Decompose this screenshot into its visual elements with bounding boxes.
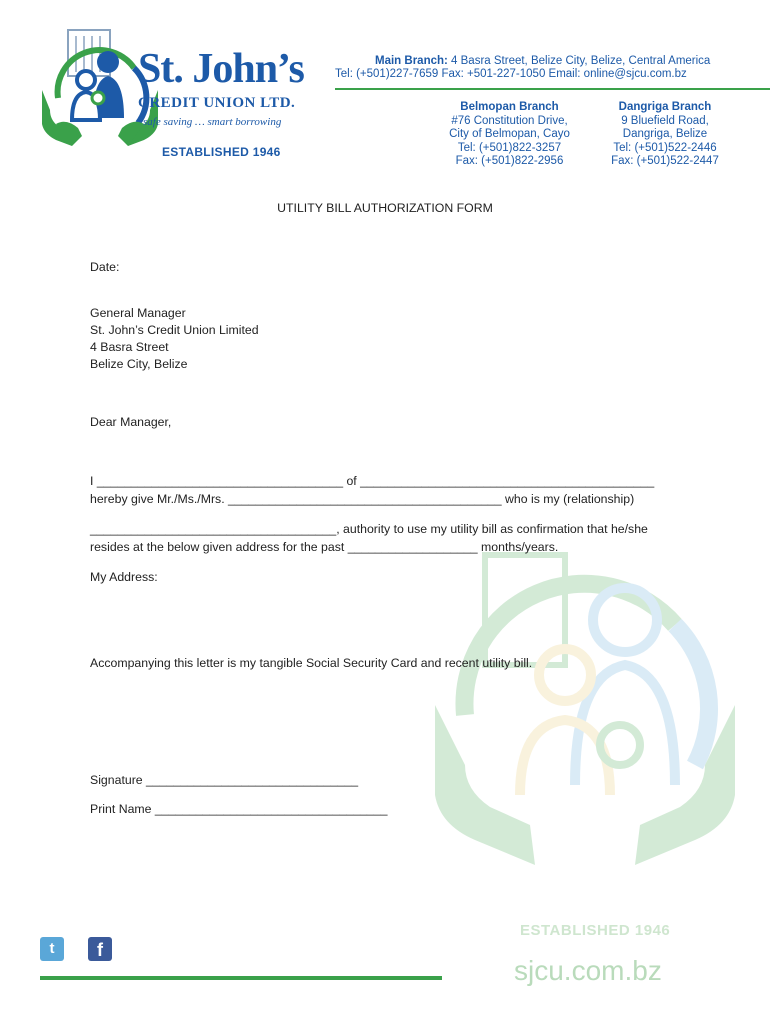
- watermark-logo: [425, 545, 745, 880]
- watermark-established: ESTABLISHED 1946: [520, 922, 671, 939]
- dangriga-line2: Dangriga, Belize: [622, 128, 708, 140]
- paragraph2-line1: ____________________________________, authority to use my utility bill as confirmation that he/she: [90, 522, 648, 536]
- watermark-url: sjcu.com.bz: [514, 955, 662, 986]
- salutation: Dear Manager,: [90, 415, 172, 429]
- belmopan-line2: City of Belmopan, Cayo: [449, 128, 570, 140]
- print-name-line: Print Name __________________________________: [90, 802, 388, 816]
- dangriga-fax: Fax: (+501)522-2447: [611, 155, 719, 167]
- dangriga-tel: Tel: (+501)522-2446: [613, 141, 717, 154]
- belmopan-fax: Fax: (+501)822-2956: [455, 155, 564, 167]
- brand-name: St. John’s: [138, 46, 304, 92]
- belmopan-line1: #76 Constitution Drive,: [451, 114, 568, 127]
- recipient-line-1: General Manager: [90, 306, 186, 320]
- paragraph2-line2: resides at the below given address for the past ___________________ months/years.: [90, 540, 559, 554]
- paragraph1-line2: hereby give Mr./Ms./Mrs. ________________________________________ who is my (relationship): [90, 492, 635, 506]
- accompanying-statement: Accompanying this letter is my tangible Social Security Card and recent utility bill.: [90, 656, 533, 670]
- form-title: UTILITY BILL AUTHORIZATION FORM: [277, 201, 493, 215]
- main-branch-address: 4 Basra Street, Belize City, Belize, Central America: [451, 55, 711, 67]
- dangriga-line1: 9 Bluefield Road,: [621, 114, 709, 127]
- belmopan-tel: Tel: (+501)822-3257: [457, 141, 562, 154]
- header-divider: [335, 88, 770, 90]
- brand-subtitle: CREDIT UNION LTD.: [138, 95, 296, 111]
- belmopan-title: Belmopan Branch: [460, 101, 559, 113]
- paragraph1-line1: I ____________________________________ of ___________________________________________: [90, 474, 655, 488]
- brand-tagline: safe saving … smart borrowing: [143, 116, 282, 128]
- facebook-icon[interactable]: f: [88, 937, 112, 961]
- recipient-line-3: 4 Basra Street: [90, 340, 169, 354]
- belmopan-branch: [437, 101, 582, 169]
- recipient-line-2: St. John’s Credit Union Limited: [90, 323, 259, 337]
- twitter-icon[interactable]: t: [40, 937, 64, 961]
- date-label: Date:: [90, 260, 120, 274]
- dangriga-title: Dangriga Branch: [618, 101, 712, 113]
- main-branch-contact: Tel: (+501)227-7659 Fax: +501-227-1050 Email: online@sjcu.com.bz: [335, 68, 687, 80]
- recipient-line-4: Belize City, Belize: [90, 357, 188, 371]
- established-label: ESTABLISHED 1946: [162, 145, 281, 159]
- dangriga-branch: [595, 101, 735, 169]
- main-branch-label: Main Branch:: [375, 55, 448, 67]
- footer-divider: [40, 976, 442, 980]
- main-branch-line: [375, 55, 710, 67]
- signature-line: Signature _______________________________: [90, 773, 359, 787]
- address-label: My Address:: [90, 570, 158, 584]
